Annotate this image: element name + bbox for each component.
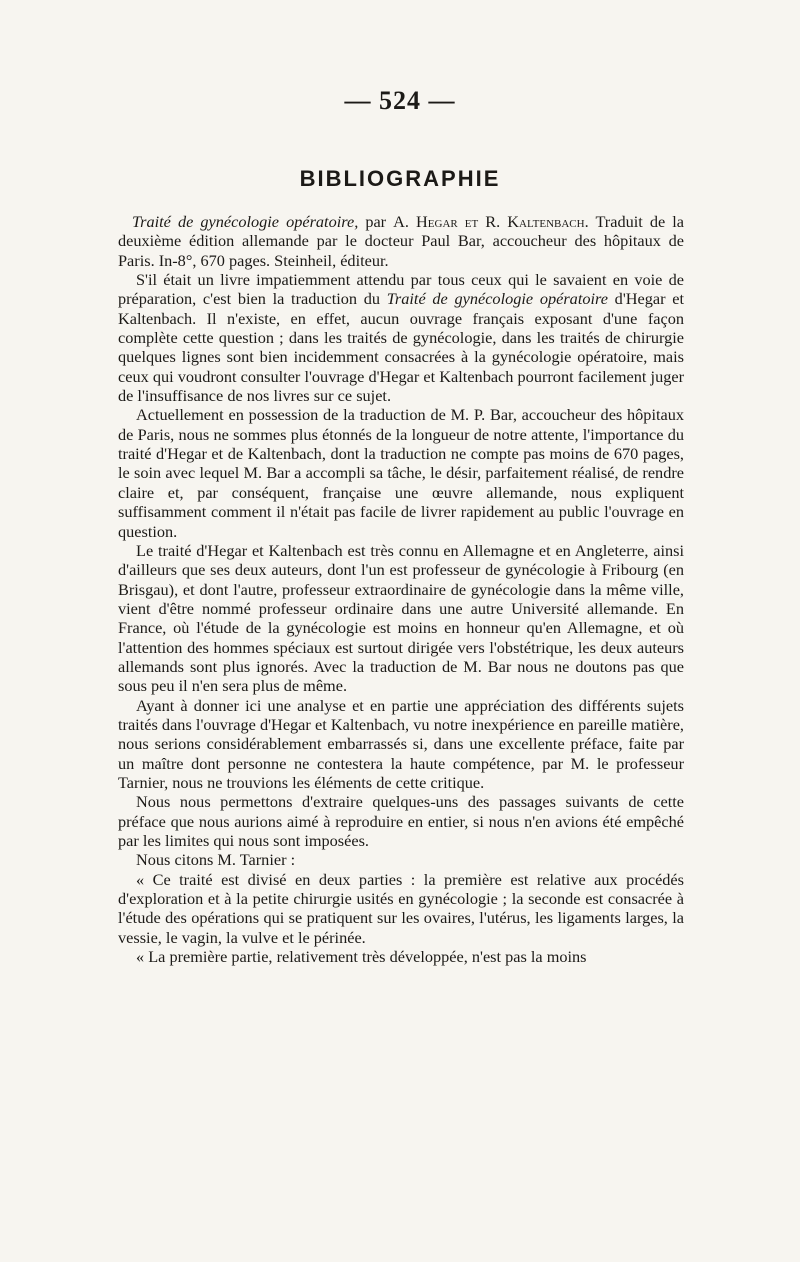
book-title: Traité de gynécologie opératoire,: [132, 212, 359, 231]
reference-by: par: [365, 212, 387, 231]
book-authors: A. Hegar et R. Kaltenbach.: [393, 212, 589, 231]
section-title: BIBLIOGRAPHIE: [299, 166, 501, 191]
bibliographic-reference: [118, 212, 684, 270]
text-block: [118, 212, 684, 966]
page-number: — 524 —: [344, 86, 456, 115]
paragraph: Le traité d'Hegar et Kaltenbach est très connu en Allemagne et en Angleterre, ainsi d'ailleurs que ses deux auteurs, dont l'un est professeur de gynécologie à Fribourg (en Brisgau), et dont l'autre, professeur extraordinaire de gynécologie dans la même ville, vient d'être nommé professeur ordinaire dans une autre Université allemande. En France, où l'étude de la gynécologie est moins en honneur qu'en Allemagne, et où l'attention des hommes spéciaux est surtout dirigée vers l'obstétrique, les deux auteurs allemands sont plus ignorés. Avec la traduction de M. Bar nous ne doutons pas que sous peu il n'en sera plus de même.: [118, 540, 684, 696]
paragraph: Actuellement en possession de la traduction de M. P. Bar, accoucheur des hôpitaux de Paris, nous ne sommes plus étonnés de la longueur de notre attente, l'importance du traité d'Hegar et de Kaltenbach, dont la traduction ne compte pas moins de 670 pages, le soin avec lequel M. Bar a accompli sa tâche, le désir, parfaitement réalisé, de rendre claire et, par conséquent, française une œuvre allemande, nous expliquent suffisamment comment il n'était pas facile de livrer rapidement au public l'ouvrage en question.: [118, 405, 684, 541]
paragraph: Ayant à donner ici une analyse et en partie une appréciation des différents sujets traités dans l'ouvrage d'Hegar et Kaltenbach, vu notre inexpérience en pareille matière, nous serions considérablement embarrassés si, dans une excellente préface, faite par un maître dont personne ne contestera la haute compétence, par M. le professeur Tarnier, nous ne trouvions les éléments de cette critique.: [118, 695, 684, 792]
quotation-paragraph: « Ce traité est divisé en deux parties : la première est relative aux procédés d'exploration et à la petite chirurgie usités en gynécologie ; la seconde est consacrée à l'étude des opérations qui se pratiquent sur les ovaires, l'utérus, les ligaments larges, la vessie, le vagin, la vulve et le périnée.: [118, 869, 684, 947]
paragraph: Nous citons M. Tarnier :: [136, 850, 296, 870]
paragraph-text: S'il était un livre impatiemment attendu par tous ceux qui le savaient en voie de préparation, c'est bien la traduction du: [118, 270, 684, 309]
reference-details: Traduit de la deuxième édition allemande par le docteur Paul Bar, accoucheur des hôpitaux de Paris. In-8°, 670 pages. Steinheil, éditeur.: [118, 212, 684, 270]
paragraph: [118, 270, 684, 405]
quotation-paragraph: « La première partie, relativement très développée, n'est pas la moins: [136, 947, 587, 967]
paragraph-italic-title: Traité de gynécologie opératoire: [386, 289, 608, 309]
paragraph: Nous nous permettons d'extraire quelques-uns des passages suivants de cette préface que nous aurions aimé à reproduire en entier, si nous n'en avions été empêché par les limites qui nous sont imposées.: [118, 792, 684, 850]
paragraph-text: d'Hegar et Kaltenbach. Il n'existe, en effet, aucun ouvrage français exposant d'une façon complète cette question ; dans les traités de gynécologie, dans les traités de chirurgie quelques lignes sont bien incidemment consacrées à la gynécologie opératoire, mais ceux qui voudront consulter l'ouvrage d'Hegar et Kaltenbach pourront facilement juger de l'insuffisance de nos livres sur ce sujet.: [118, 289, 684, 406]
